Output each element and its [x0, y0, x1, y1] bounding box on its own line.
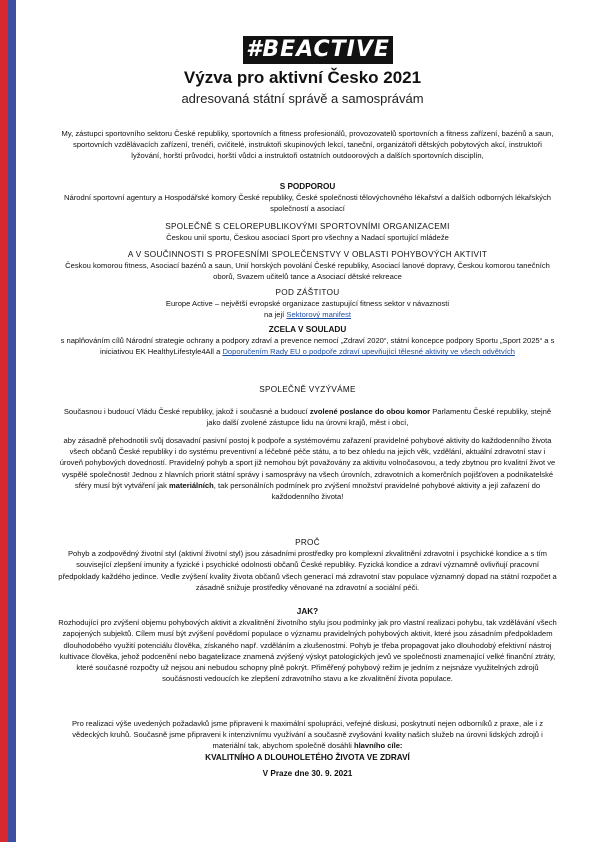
how-heading: JAK? [296, 607, 319, 616]
cooperation-section [58, 249, 557, 283]
call-paragraph-2 [58, 435, 557, 502]
compliance-text [58, 335, 557, 357]
cooperation-heading: A V SOUČINNOSTI S PROFESNÍMI SPOLEČENSTVY V OBLASTI POHYBOVÝCH AKTIVIT [127, 250, 488, 259]
how-text: Rozhodující pro zvýšení objemu pohybových aktivit a zkvalitnění životního stylu jsou podmínky jak pro vlastní realizaci pohybu, tak vzdělávání všech zapojených subjektů. Cílem musí být zvýšení povědomí populace o významu pravidelných pohybových aktivit, které jsou zásadním předpokladem dlouhodobého využití potenciálu člověka, získaného např. vzděláním a zkušenostmi. Pohyb je třeba propagovat jako dlouhodobý efektivní nástroj kultivace člověka, jehož podcenění nebo bagatelizace znamená zvýšený výskyt patologických jevů ve společnosti znamenající velké finanční ztráty, které současné rozpočty už nejsou ani nebudou schopny plně pokrýt. Přiměřený pohybový režim je jedním z nejsnáze využitelných zdrojů součásnosti vedoucích ke zlepšení zdravotního stavu a ke zkvalitnění života populace. [58, 618, 557, 684]
document-page [30, 0, 575, 842]
call-heading: SPOLEČNĚ VYZÝVÁME [259, 385, 356, 394]
call-p1-bold: zvolené poslance do obou komor [309, 407, 431, 416]
flag-stripe-blue [8, 0, 16, 842]
compliance-heading: ZCELA V SOULADU [268, 325, 347, 334]
final-paragraph [58, 718, 557, 763]
final-bold: hlavního cíle: [353, 741, 403, 751]
document-subtitle: adresovaná státní správě a samosprávám [181, 91, 424, 106]
call-section [58, 384, 557, 395]
national-text: Českou unií sportu, Českou asociací Sport pro všechny a Nadací sportující mládeže [166, 233, 449, 243]
why-text: Pohyb a zodpovědný životní styl (aktivní životní styl) jsou zásadními prostředky pro komplexní zkvalitnění zdravotní i psychické kondice a s tím související zlepšení imunity a fyzické i psychické odolnosti občanů České republiky. Fyzická kondice a zdraví významně ovlivňují pracovní předpoklady každého jedince. Vedle zvýšení kvality života občanů všech generací má zdravotní stav populace významný dopad na státní rozpočet a zásadně snižuje prostředky věnované na zdravotní a sociální péči. [58, 549, 557, 592]
why-section [58, 537, 557, 593]
national-heading: SPOLEČNĚ S CELOREPUBLIKOVÝMI SPORTOVNÍMI ORGANIZACEMI [165, 222, 450, 231]
compliance-section [58, 324, 557, 358]
how-section [58, 606, 557, 684]
patronage-prefix: na její [264, 310, 285, 320]
patronage-text: Europe Active – největší evropské organizace zastupující fitness sektor v návaznosti [165, 299, 450, 309]
support-text: Národní sportovní agentury a Hospodářské komory České republiky, České společnosti tělovýchovného lékařství a dalších odborných lékařských společností a asociací [64, 193, 551, 214]
patronage-line2 [58, 309, 557, 320]
flag-stripe-white [16, 0, 22, 842]
intro-paragraph: My, zástupci sportovního sektoru České republiky, sportovních a fitness profesionálů, provozovatelů sportovních a fitness zařízení, bazénů a saun, sportovních vzdělávacích zařízení, trenéři, cvičitelé, instruktoři skupinových lekcí, taneční, organizátoři dětských pobytových akcí, instruktoři lyžování, horští průvodci, horští vůdci a instruktoři ostatních outdoorových a dalších sportovních disciplín, [61, 129, 554, 161]
patronage-section [58, 287, 557, 321]
support-section [58, 181, 557, 215]
support-heading: S PODPOROU [279, 182, 336, 191]
patronage-heading: POD ZÁŠTITOU [275, 288, 340, 297]
signature-date: V Praze dne 30. 9. 2021 [262, 769, 353, 778]
cooperation-text: Českou komorou fitness, Asociací bazénů a saun, Unií horských povolání České republiky, Asociací lanové dopravy, Českou komorou tanečních oborů, Svazem učitelů tance a Asociací dětské rekreace [65, 261, 550, 282]
beactive-logo: #BEACTIVE [243, 36, 393, 64]
call-p2-start: aby zásadně přehodnotili svůj dosavadní pasivní postoj k podpoře a systémovému zařazení pravidelné pohybové aktivity do každodenního života všech občanů České republiky i do systému preventivní a léčebné péče státu, a to bez ohledu na jejich věk, vzdělání, aktuální zdravotní stav i úroveň pohybových dovedností. Pravidelný pohyb a sport již nemohou být považovány za aktivitu volnočasovou, a tedy zbytnou pro kvalitní život ve vyspělé společnosti! Jednou z hlavních priorit státní správy i samosprávy na všech úrovních, zdravotních a komerčních pojišťoven a podnikatelské sféry musí být vytváření jak [59, 436, 556, 490]
call-paragraph-1 [58, 406, 557, 428]
compliance-body: s naplňováním cílů Národní strategie ochrany a podpory zdraví a prevence nemocí „Zdraví 2020“, státní koncepce podpory Sportu „Sport 2025“ a s iniciativou EK HealthyLifestyle4All a [60, 336, 555, 357]
call-p2-bold: materiálních [169, 480, 214, 490]
flag-stripe-red [0, 0, 8, 842]
call-p1-end: Parlamentu České republiky, stejně jako další zvolené zástupce lidu na úrovni krajů, měst i obcí, [206, 407, 552, 428]
call-p2-end: , tak personálních podmínek pro zvýšení množství pravidelné pohybové aktivity a její zařazení do každodenního života! [213, 480, 541, 502]
document-title: Výzva pro aktivní Česko 2021 [183, 68, 422, 87]
why-heading: PROČ [295, 538, 320, 547]
final-goal: KVALITNÍHO A DLOUHOLETÉHO ŽIVOTA VE ZDRAVÍ [205, 752, 410, 762]
eu-recommendation-link[interactable]: Doporučením Rady EU o podpoře zdraví upevňující tělesné aktivity ve všech odvětvích [222, 347, 515, 357]
final-text: Pro realizaci výše uvedených požadavků jsme připraveni k maximální spolupráci, veřejné diskusi, poskytnutí nejen odborníků z praxe, ale i z vědeckých kruhů. Současně jsme připraveni k intenzivnímu využívání a současně zvyšování kvality našich služeb na úrovni lidských zdrojů i materiální tak, abychom společně dosáhli [71, 719, 544, 751]
sector-manifest-link[interactable]: Sektorový manifest [286, 310, 351, 320]
call-p1-start: Současnou i budoucí Vládu České republiky, jakož i současné a budoucí [63, 407, 308, 416]
national-section [58, 221, 557, 243]
